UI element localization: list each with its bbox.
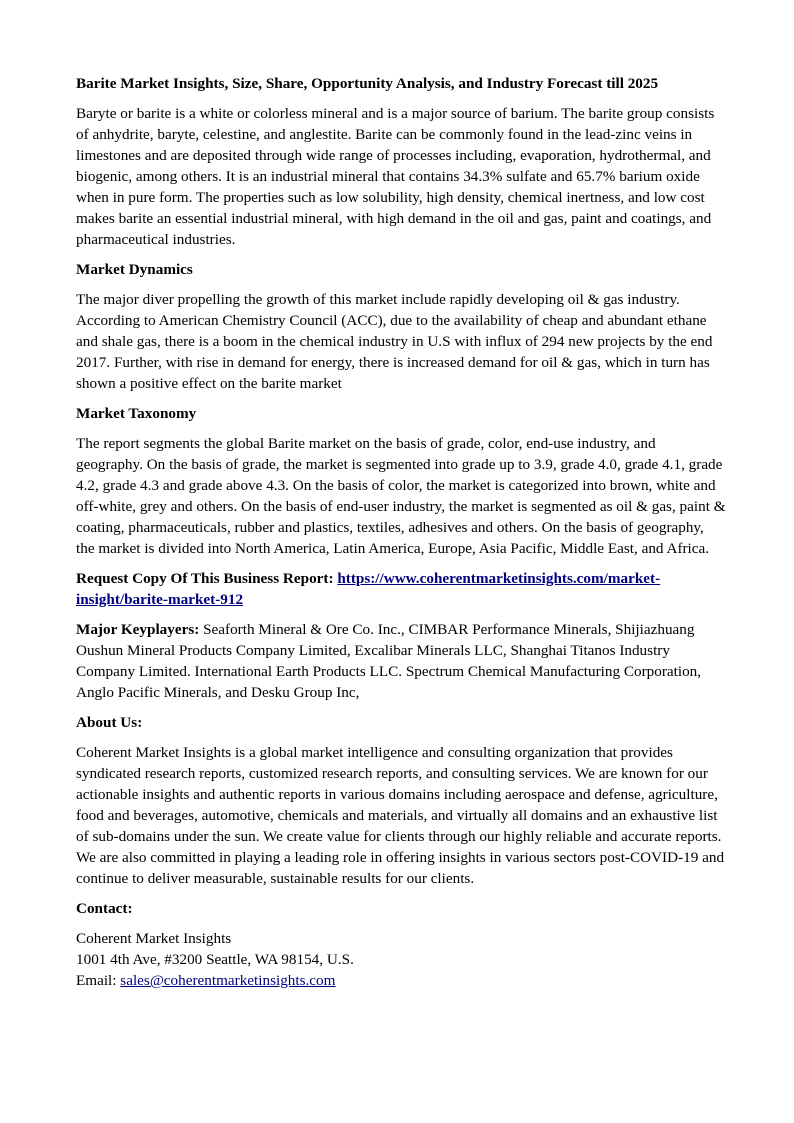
contact-address: 1001 4th Ave, #3200 Seattle, WA 98154, U.S. [76, 951, 354, 968]
request-copy-label: Request Copy Of This Business Report: [76, 570, 334, 587]
request-copy-link[interactable]: https://www.coherentmarketinsights.com/market-insight/barite-market-912 [76, 570, 661, 608]
request-copy-paragraph [76, 568, 726, 610]
contact-email-link[interactable]: sales@coherentmarketinsights.com [120, 972, 336, 989]
contact-block [76, 928, 726, 991]
contact-email-line [76, 970, 726, 991]
keyplayers-list: Seaforth Mineral & Ore Co. Inc., CIMBAR Performance Minerals, Shijiazhuang Oushun Mineral Products Company Limited, Excalibar Minerals LLC, Shanghai Titanos Industry Company Limited. International Earth Products LLC. Spectrum Chemical Manufacturing Corporation, Anglo Pacific Minerals, and Desku Group Inc, [76, 621, 702, 701]
keyplayers-paragraph [76, 619, 726, 703]
market-taxonomy-paragraph: The report segments the global Barite market on the basis of grade, color, end-use industry, and geography. On the basis of grade, the market is segmented into grade up to 3.9, grade 4.0, grade 4.1, grade 4.2, grade 4.3 and grade above 4.3. On the basis of color, the market is categorized into brown, white and off-white, grey and others. On the basis of end-user industry, the market is segmented as oil & gas, paint & coating, pharmaceuticals, rubber and plastics, textiles, adhesives and others. On the basis of geography, the market is divided into North America, Latin America, Europe, Asia Pacific, Middle East, and Africa. [76, 435, 726, 557]
contact-company: Coherent Market Insights [76, 930, 232, 947]
about-us-paragraph: Coherent Market Insights is a global market intelligence and consulting organization that provides syndicated research reports, customized research reports, and consulting services. We are known for our actionable insights and authentic reports in various domains including aerospace and defense, agriculture, food and beverages, automotive, chemicals and materials, and virtually all domains and an exhaustive list of sub-domains under the sun. We create value for clients through our highly reliable and accurate reports. We are also committed in playing a leading role in offering insights in various sectors post-COVID-19 and continue to deliver measurable, sustainable results for our clients. [76, 744, 725, 887]
market-dynamics-heading: Market Dynamics [76, 261, 193, 278]
contact-heading: Contact: [76, 900, 133, 917]
about-us-heading: About Us: [76, 714, 143, 731]
intro-paragraph: Baryte or barite is a white or colorless mineral and is a major source of barium. The barite group consists of anhydrite, baryte, celestine, and anglestite. Barite can be commonly found in the lead-zinc veins in limestones and are deposited through wide range of processes including, evaporation, hydrothermal, and biogenic, among others. It is an industrial mineral that contains 34.3% sulfate and 65.7% barium oxide when in pure form. The properties such as low solubility, high density, chemical inertness, and low cost makes barite an essential industrial mineral, with high demand in the oil and gas, paint and coatings, and pharmaceutical industries. [76, 105, 715, 248]
document-page [76, 73, 726, 991]
contact-email-label: Email: [76, 972, 117, 989]
document-title: Barite Market Insights, Size, Share, Opportunity Analysis, and Industry Forecast till 2025 [76, 75, 659, 92]
keyplayers-label: Major Keyplayers: [76, 621, 200, 638]
market-dynamics-paragraph: The major diver propelling the growth of this market include rapidly developing oil & gas industry. According to American Chemistry Council (ACC), due to the availability of cheap and abundant ethane and shale gas, there is a boom in the chemical industry in U.S with influx of 294 new projects by the end 2017. Further, with rise in demand for energy, there is increased demand for oil & gas, which in turn has shown a positive effect on the barite market [76, 291, 713, 392]
market-taxonomy-heading: Market Taxonomy [76, 405, 197, 422]
